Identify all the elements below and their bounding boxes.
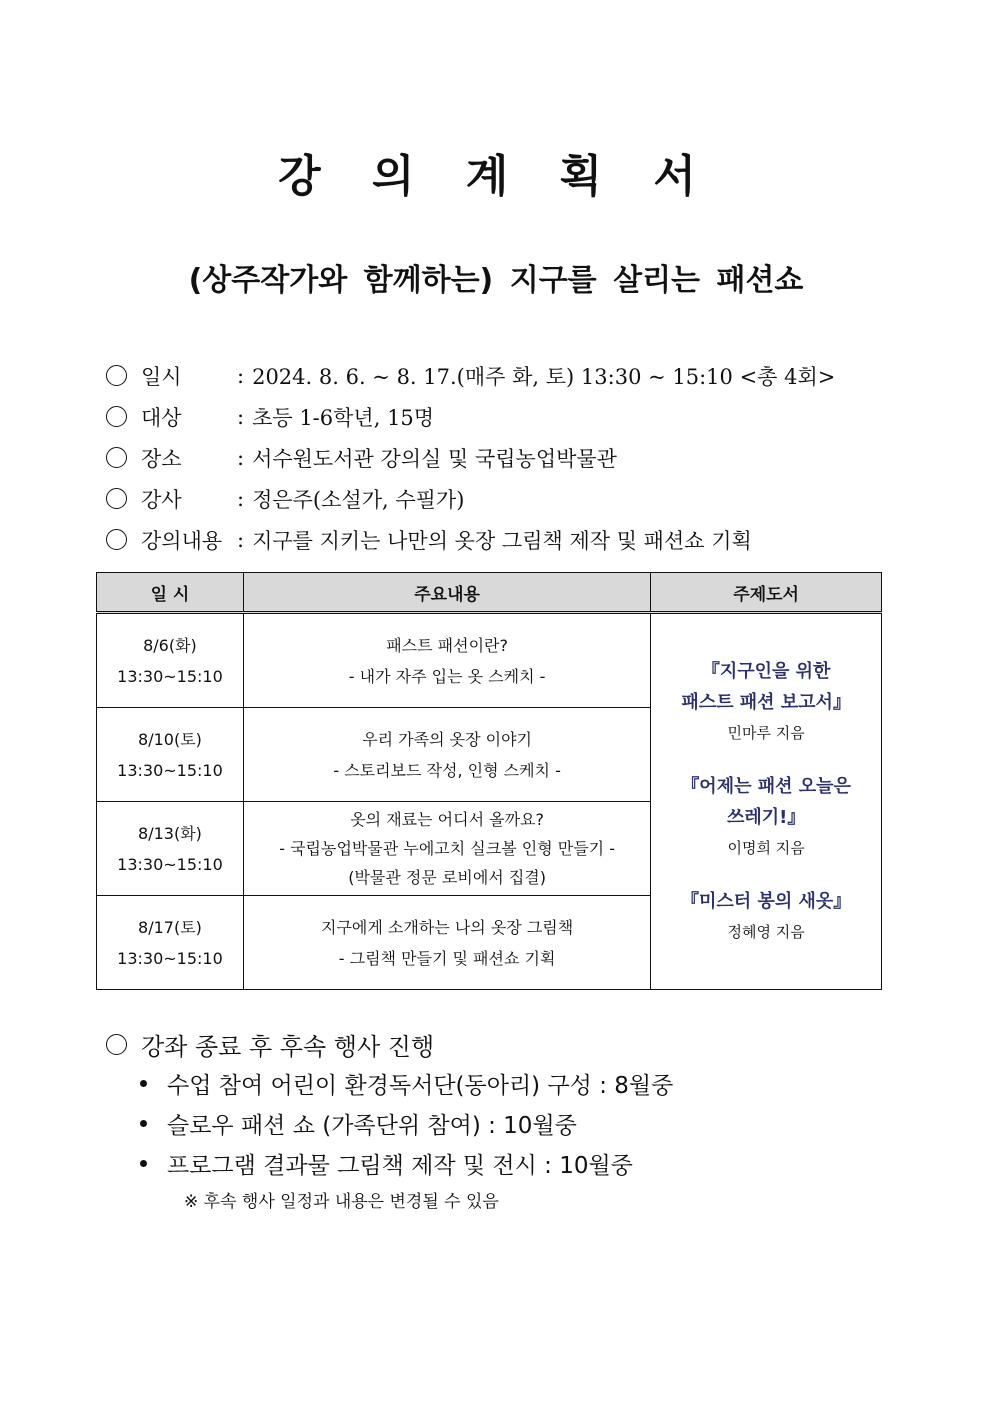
followup-item-text: 슬로우 패션 쇼 (가족단위 참여) : 10월중 <box>167 1112 577 1139</box>
book-title: 패스트 패션 보고서』 <box>681 691 851 713</box>
info-row-instructor <box>106 478 926 519</box>
book-author: 정혜영 지음 <box>727 922 805 941</box>
colon-separator: : <box>237 527 245 552</box>
info-value: 2024. 8. 6. ~ 8. 17.(매주 화, 토) 13:30 ~ 15:10 <총 4회> <box>252 364 836 389</box>
table-header-row <box>97 573 882 613</box>
session-time: 13:30~15:10 <box>117 760 223 780</box>
circle-bullet-icon <box>106 447 127 468</box>
session-date: 8/6(화) <box>143 635 197 655</box>
info-value: 정은주(소설가, 수필가) <box>252 487 465 512</box>
list-item <box>106 1103 926 1143</box>
list-item <box>106 1143 926 1183</box>
content-line: 옷의 재료는 어디서 올까요? <box>350 810 544 829</box>
info-row-date <box>106 355 926 396</box>
page-title: 강 의 계 획 서 <box>278 151 714 202</box>
info-label: 일시 <box>141 364 182 389</box>
info-value: 서수원도서관 강의실 및 국립농업박물관 <box>252 446 617 471</box>
header-books: 주제도서 <box>651 573 882 613</box>
book-title: 『어제는 패션 오늘은 <box>681 775 851 797</box>
book-author: 이명희 지음 <box>727 838 805 857</box>
dot-bullet-icon <box>140 1080 147 1087</box>
followup-section <box>106 1025 926 1212</box>
circle-bullet-icon <box>106 406 127 427</box>
followup-note: ※ 후속 행사 일정과 내용은 변경될 수 있음 <box>184 1192 499 1212</box>
content-line: 지구에게 소개하는 나의 옷장 그림책 <box>321 917 574 937</box>
dot-bullet-icon <box>140 1120 147 1127</box>
content-cell <box>243 896 650 990</box>
header-content: 주요내용 <box>243 573 650 613</box>
circle-bullet-icon <box>106 1034 127 1055</box>
book-title: 『미스터 봉의 새옷』 <box>681 890 852 912</box>
followup-heading-row <box>106 1025 926 1063</box>
content-cell <box>243 613 650 708</box>
content-line: - 그림책 만들기 및 패션쇼 기획 <box>338 948 556 968</box>
session-date: 8/13(화) <box>138 823 202 843</box>
info-label: 강사 <box>141 487 182 512</box>
header-date: 일 시 <box>97 573 244 613</box>
colon-separator: : <box>237 445 245 470</box>
circle-bullet-icon <box>106 365 127 386</box>
dot-bullet-icon <box>140 1160 147 1167</box>
colon-separator: : <box>237 404 245 429</box>
date-cell <box>97 802 244 896</box>
info-row-place <box>106 437 926 478</box>
session-date: 8/10(토) <box>138 729 202 749</box>
info-row-target <box>106 396 926 437</box>
session-time: 13:30~15:10 <box>117 948 223 968</box>
info-value: 초등 1-6학년, 15명 <box>252 405 435 430</box>
page-subtitle: (상주작가와 함께하는) 지구를 살리는 패션쇼 <box>188 263 804 298</box>
info-label: 대상 <box>141 405 182 430</box>
colon-separator: : <box>237 363 245 388</box>
date-cell <box>97 896 244 990</box>
book-author: 민마루 지음 <box>727 723 805 742</box>
content-cell <box>243 708 650 802</box>
info-label: 강의내용 <box>141 528 223 553</box>
book-title: 쓰레기!』 <box>726 806 806 828</box>
book-title: 『지구인을 위한 <box>701 660 831 682</box>
session-date: 8/17(토) <box>138 917 202 937</box>
content-line: 우리 가족의 옷장 이야기 <box>362 729 533 749</box>
content-line: - 스토리보드 작성, 인형 스케치 - <box>333 760 561 780</box>
books-cell <box>651 613 882 990</box>
session-time: 13:30~15:10 <box>117 854 223 874</box>
circle-bullet-icon <box>106 488 127 509</box>
followup-heading: 강좌 종료 후 후속 행사 진행 <box>141 1032 435 1061</box>
content-line: - 내가 자주 입는 옷 스케치 - <box>348 666 546 686</box>
info-value: 지구를 지키는 나만의 옷장 그림책 제작 및 패션쇼 기획 <box>252 528 752 553</box>
info-label: 장소 <box>141 446 182 471</box>
content-line: - 국립농업박물관 누에고치 실크볼 인형 만들기 - <box>279 839 615 858</box>
followup-item-text: 수업 참여 어린이 환경독서단(동아리) 구성 : 8월중 <box>167 1072 674 1099</box>
schedule-table <box>96 572 882 990</box>
followup-item-text: 프로그램 결과물 그림책 제작 및 전시 : 10월중 <box>167 1152 633 1179</box>
table-row <box>97 613 882 708</box>
date-cell <box>97 613 244 708</box>
content-line: (박물관 정문 로비에서 집결) <box>348 868 546 887</box>
content-line: 패스트 패션이란? <box>386 635 508 655</box>
info-list <box>106 355 926 560</box>
info-row-content <box>106 519 926 560</box>
circle-bullet-icon <box>106 529 127 550</box>
content-cell <box>243 802 650 896</box>
date-cell <box>97 708 244 802</box>
colon-separator: : <box>237 486 245 511</box>
list-item <box>106 1063 926 1103</box>
session-time: 13:30~15:10 <box>117 666 223 686</box>
